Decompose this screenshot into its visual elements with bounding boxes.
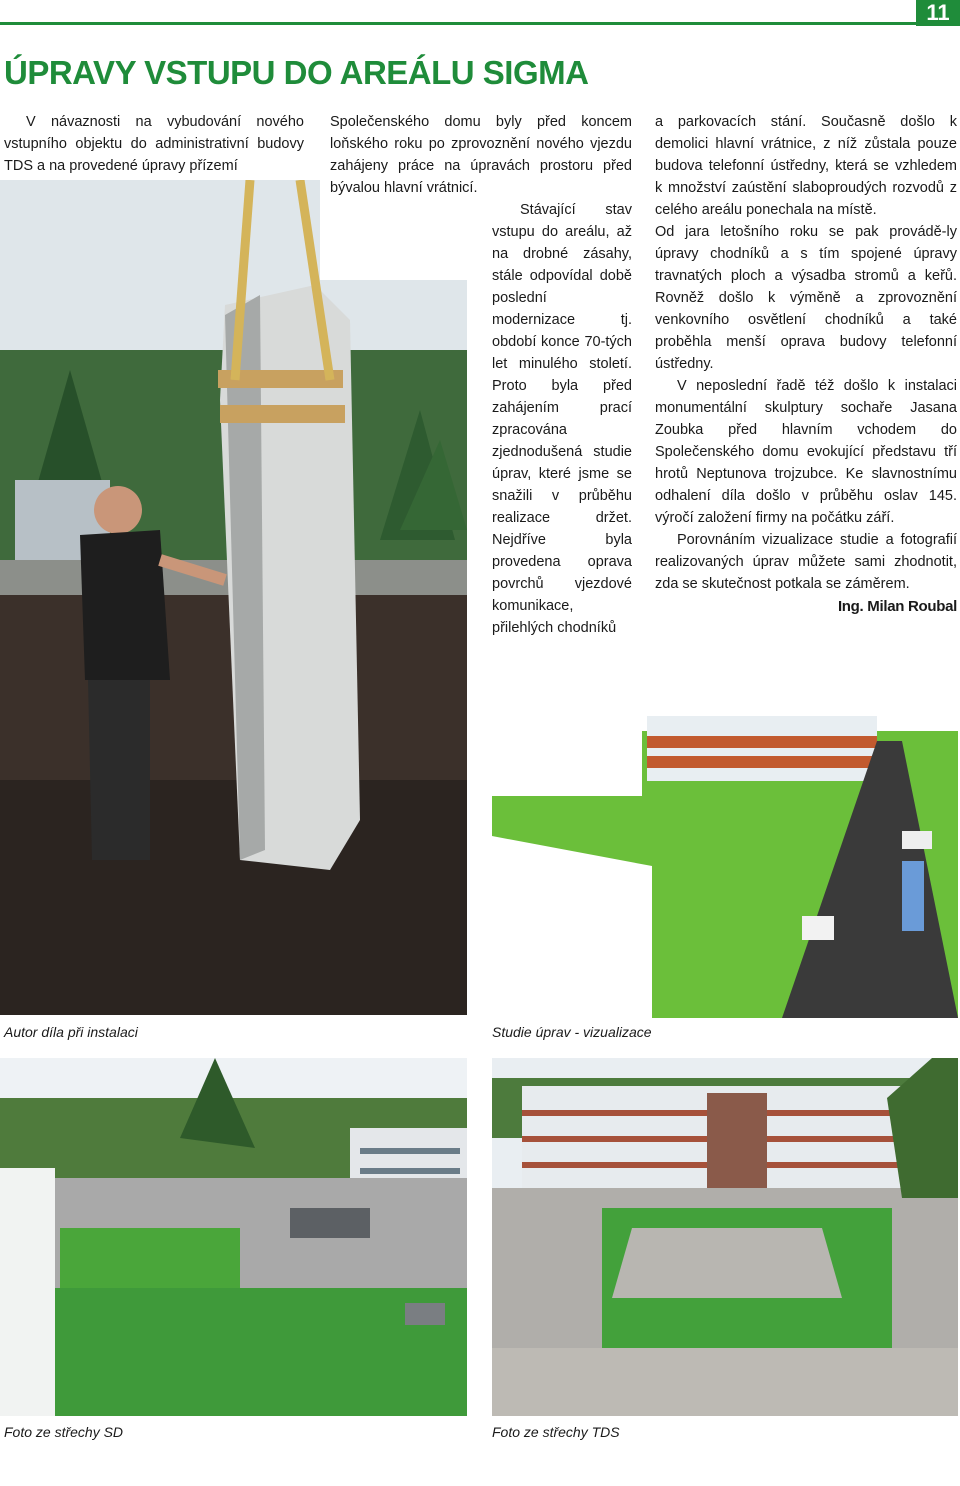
photo-visualization [492, 636, 958, 1018]
caption-photo2: Studie úprav - vizualizace [492, 1024, 652, 1040]
column2-narrow-text: Stávající stav vstupu do areálu, až na drobné zásahy, stále odpovídal době poslední modernizace tj. období konce 70-tých let minulého století. Proto byla před zahájením prací zpracována zjednodušená studie úprav, které jsme se snažili v průběhu realizace držet. Nejdříve byla provedena oprava povrchů vjezdové komunikace, přilehlých chodníků [492, 202, 632, 636]
column3-text [655, 111, 957, 595]
author-signature: Ing. Milan Roubal [837, 598, 957, 615]
top-rule [0, 22, 960, 25]
article-title: ÚPRAVY VSTUPU DO AREÁLU SIGMA [4, 54, 589, 91]
photo-roof-tds [492, 1058, 958, 1416]
paragraph: a parkovacích stání. Současně došlo k demolici hlavní vrátnice, z níž zůstala pouze budova telefonní ústředny, která se vzhledem k množství zaústění slaboproudých rozvodů z celého areálu ponechala na místě. [655, 114, 957, 218]
column2-top-text: Společenského domu byly před koncem loňského roku po zprovoznění nového vjezdu zahájeny práce na úpravách prostoru před bývalou hlavní vrátnicí. [330, 114, 632, 196]
page-number: 11 [916, 0, 960, 26]
photo-sculptor-installation [0, 180, 467, 1015]
paragraph: Porovnáním vizualizace studie a fotografií realizovaných úprav můžete sami zhodnotit, zda se skutečnost potkala se záměrem. [655, 532, 957, 592]
caption-photo4: Foto ze střechy TDS [492, 1424, 620, 1440]
paragraph: V neposlední řadě též došlo k instalaci monumentální skulptury sochaře Jasana Zoubka před hlavním vchodem do Společenského domu evokující představu tří hrotů Neptunova trojzubce. Ke slavnostnímu odhalení díla došlo v průběhu oslav 145. výročí založení firmy na počátku září. [655, 378, 957, 526]
paragraph: Od jara letošního roku se pak provádě-ly úpravy chodníků a s tím spojené úpravy travnatých ploch a výsadba stromů a keřů. Rovněž došlo k výměně a zprovoznění venkovního osvětlení chodníků a také proběhla menší oprava budovy telefonní ústředny. [655, 224, 957, 372]
intro-text: V návaznosti na vybudování nového vstupního objektu do administrativní budovy TDS a na provedené úpravy přízemí [4, 114, 304, 174]
photo-roof-sd [0, 1058, 467, 1416]
caption-photo1: Autor díla při instalaci [4, 1024, 138, 1040]
caption-photo3: Foto ze střechy SD [4, 1424, 124, 1440]
